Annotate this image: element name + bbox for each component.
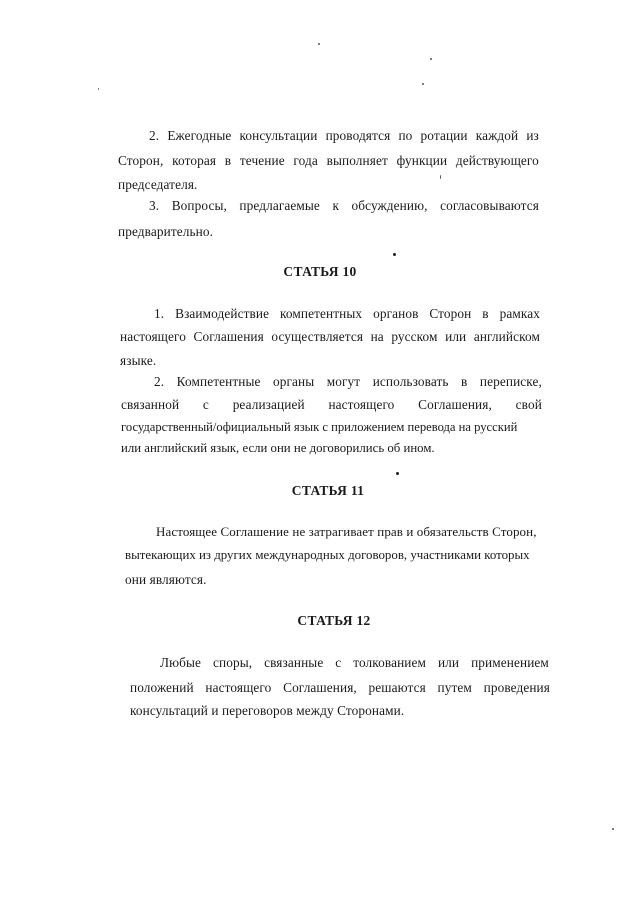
word: Взаимодействие xyxy=(175,306,270,321)
word: выполняет xyxy=(326,153,388,168)
paragraph-line xyxy=(121,419,517,435)
word: государственный/официальный язык с приложением перевода на русский xyxy=(121,420,518,434)
word: функции xyxy=(396,153,448,168)
scan-speck xyxy=(393,253,396,256)
word: Ежегодные xyxy=(167,128,232,143)
word: действующего xyxy=(455,153,539,168)
word: органов xyxy=(373,306,419,321)
word: консультации xyxy=(239,128,318,143)
word: проводятся xyxy=(325,128,391,143)
article-heading: СТАТЬЯ 10 xyxy=(283,264,357,279)
word: толкованием xyxy=(353,655,427,670)
paragraph-line xyxy=(121,397,542,413)
word: предварительно. xyxy=(118,224,214,239)
paragraph-line xyxy=(125,547,530,563)
word: ротации xyxy=(420,128,468,143)
paragraph-line xyxy=(130,703,404,719)
word: свой xyxy=(515,397,542,412)
scan-speck xyxy=(98,88,99,90)
word: из xyxy=(526,128,539,143)
word: 2. xyxy=(154,374,165,389)
word: в xyxy=(482,306,489,321)
word: органы xyxy=(272,374,315,389)
word: реализацией xyxy=(232,397,305,412)
word: течение xyxy=(239,153,285,168)
word: которая xyxy=(172,153,217,168)
word: на xyxy=(370,329,384,344)
paragraph-line xyxy=(121,440,435,456)
word: предлагаемые xyxy=(239,198,320,213)
word: председателя. xyxy=(118,177,198,192)
paragraph-line xyxy=(118,224,213,240)
word: Сторон, xyxy=(118,153,164,168)
word: с xyxy=(335,655,342,670)
word: проведения xyxy=(483,680,550,695)
word: к xyxy=(332,198,339,213)
word: настоящего xyxy=(328,397,395,412)
scan-speck xyxy=(430,58,432,60)
paragraph-line xyxy=(130,680,550,696)
word: настоящего xyxy=(120,329,186,344)
word: 2. xyxy=(149,128,160,143)
word: Соглашения, xyxy=(283,680,357,695)
word: каждой xyxy=(475,128,519,143)
word: по xyxy=(398,128,413,143)
word: использовать xyxy=(372,374,449,389)
word: 1. xyxy=(154,306,165,321)
word: применением xyxy=(471,655,549,670)
word: Настоящее Соглашение не затрагивает прав и обязательств Сторон, xyxy=(156,524,537,539)
word: связанные xyxy=(264,655,324,670)
paragraph-line xyxy=(154,306,540,322)
scan-speck xyxy=(396,472,399,475)
word: года xyxy=(293,153,318,168)
word: русском xyxy=(391,329,438,344)
word: рамках xyxy=(499,306,540,321)
paragraph-line xyxy=(118,177,197,193)
paragraph-line xyxy=(156,524,537,540)
article-heading: СТАТЬЯ 11 xyxy=(291,483,365,498)
word: решаются xyxy=(368,680,426,695)
word: английском xyxy=(473,329,540,344)
word: или xyxy=(445,329,467,344)
word: в xyxy=(461,374,468,389)
scan-speck xyxy=(440,175,441,179)
word: споры, xyxy=(212,655,253,670)
word: они являются. xyxy=(125,572,207,587)
word: Соглашения, xyxy=(418,397,492,412)
word: вытекающих из других международных договоров, участниками которых xyxy=(125,548,530,562)
word: языке. xyxy=(120,353,157,368)
paragraph-line xyxy=(120,329,540,345)
paragraph-line xyxy=(149,198,539,214)
word: 3. xyxy=(149,198,160,213)
word: обсуждению, xyxy=(351,198,428,213)
word: Вопросы, xyxy=(171,198,227,213)
word: Соглашения xyxy=(193,329,264,344)
word: Любые xyxy=(160,655,202,670)
word: Компетентные xyxy=(176,374,261,389)
word: в xyxy=(224,153,232,168)
word: настоящего xyxy=(205,680,272,695)
paragraph-line xyxy=(149,128,539,144)
word: Сторон xyxy=(429,306,472,321)
word: компетентных xyxy=(280,306,363,321)
scan-speck xyxy=(422,83,424,85)
paragraph-line xyxy=(125,572,207,588)
word: переписке, xyxy=(479,374,542,389)
word: консультаций и переговоров между Сторонами. xyxy=(130,703,405,718)
article-heading: СТАТЬЯ 12 xyxy=(297,613,371,628)
word: связанной xyxy=(121,397,180,412)
paragraph-line xyxy=(118,153,539,169)
scan-speck xyxy=(318,43,320,45)
word: с xyxy=(202,397,209,412)
scan-speck xyxy=(612,828,614,830)
word: путем xyxy=(437,680,472,695)
paragraph-line xyxy=(120,353,156,369)
word: или xyxy=(437,655,460,670)
word: осуществляется xyxy=(271,329,364,344)
word: или английский язык, если они не договорились об ином. xyxy=(121,441,435,455)
paragraph-line xyxy=(160,655,549,671)
word: положений xyxy=(130,680,194,695)
word: согласовываются xyxy=(440,198,539,213)
paragraph-line xyxy=(154,374,542,390)
word: могут xyxy=(326,374,361,389)
